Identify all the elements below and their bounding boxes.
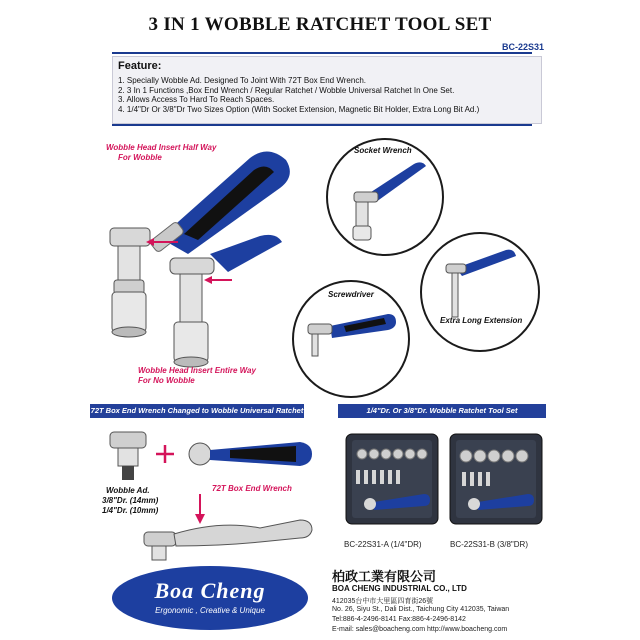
title-rule: [112, 52, 532, 54]
wobble-ad-line: 3/8"Dr. (14mm): [102, 496, 159, 505]
company-name-en: BOA CHENG INDUSTRIAL CO., LTD: [332, 584, 467, 593]
feature-item: 2. 3 In 1 Functions ,Box End Wrench / Regular Ratchet / Wobble Universal Ratchet In One Set.: [118, 85, 455, 95]
brand-tagline: Ergonomic , Creative & Unique: [155, 606, 265, 615]
address-en: No. 26, Siyu St., Dali Dist., Taichung City 412035, Taiwan: [332, 606, 510, 613]
callout-line: Wobble Head Insert Entire Way: [138, 366, 256, 375]
case-a-caption: BC-22S31-A (1/4"DR): [344, 540, 422, 549]
plus-icon: [156, 445, 174, 463]
feature-heading: Feature:: [118, 60, 162, 72]
socket-wrench-label: Socket Wrench: [354, 146, 412, 155]
wobble-ad-line: 1/4"Dr. (10mm): [102, 506, 159, 515]
toolset-section-band: 1/4"Dr. Or 3/8"Dr. Wobble Ratchet Tool Set: [338, 404, 546, 418]
socket-icon: [460, 450, 528, 462]
phone-fax: Tel:886-4-2496-8141 Fax:886-4-2496-8142: [332, 616, 466, 623]
callout-line: Wobble Head Insert Half Way: [106, 143, 217, 152]
feature-item: 1. Specially Wobble Ad. Designed To Joint With 72T Box End Wrench.: [118, 76, 366, 85]
feature-rule: [112, 124, 532, 126]
screwdriver-label: Screwdriver: [328, 290, 374, 299]
feature-item: 3. Allows Access To Hard To Reach Spaces.: [118, 95, 275, 105]
ratchet-wrench-icon: [144, 520, 312, 560]
socket-icon: [110, 228, 150, 337]
extra-long-tool: [440, 244, 523, 325]
feature-item: 4. 1/4"Dr Or 3/8"Dr Two Sizes Option (With Socket Extension, Magnetic Bit Holder, Extra Long Bit Ad.): [118, 104, 480, 114]
feature-list: [118, 76, 538, 114]
wobble-ad-line: Wobble Ad.: [106, 486, 150, 495]
page-title: 3 IN 1 WOBBLE RATCHET TOOL SET: [148, 14, 492, 35]
company-name-cn: 柏政工業有限公司: [332, 569, 437, 584]
case-b-caption: BC-22S31-B (3/8"DR): [450, 540, 528, 549]
model-code: BC-22S31: [501, 42, 544, 52]
brand-name: Boa Cheng: [154, 578, 266, 603]
email-web: E-mail: sales@boacheng.com http://www.boacheng.com: [332, 626, 508, 633]
ratchet-photo: [100, 130, 300, 380]
ratchet-wrench-icon: [189, 442, 312, 466]
tool-case-b: [448, 432, 544, 532]
callout-half-way: [106, 143, 216, 163]
address-cn: 412035台中市大里區四育街26號: [332, 598, 434, 605]
tool-case-a: [344, 432, 440, 532]
socket-icon: [110, 432, 146, 480]
extra-long-label: Extra Long Extension: [440, 316, 523, 325]
arrow-down-icon: [195, 494, 205, 524]
socket-wrench-tool: [340, 158, 430, 248]
arrow-left-icon: [204, 276, 232, 284]
wobble-section-band: 72T Box End Wrench Changed to Wobble Universal Ratchet: [90, 404, 304, 418]
screwdriver-tool: [300, 304, 400, 364]
wobble-ad-spec: [102, 486, 158, 516]
callout-entire-way: [138, 366, 256, 386]
ratchet-wrench-icon: [170, 235, 282, 367]
callout-line: For Wobble: [118, 153, 162, 162]
callout-line: For No Wobble: [138, 376, 195, 385]
box-end-label: 72T Box End Wrench: [212, 484, 292, 493]
